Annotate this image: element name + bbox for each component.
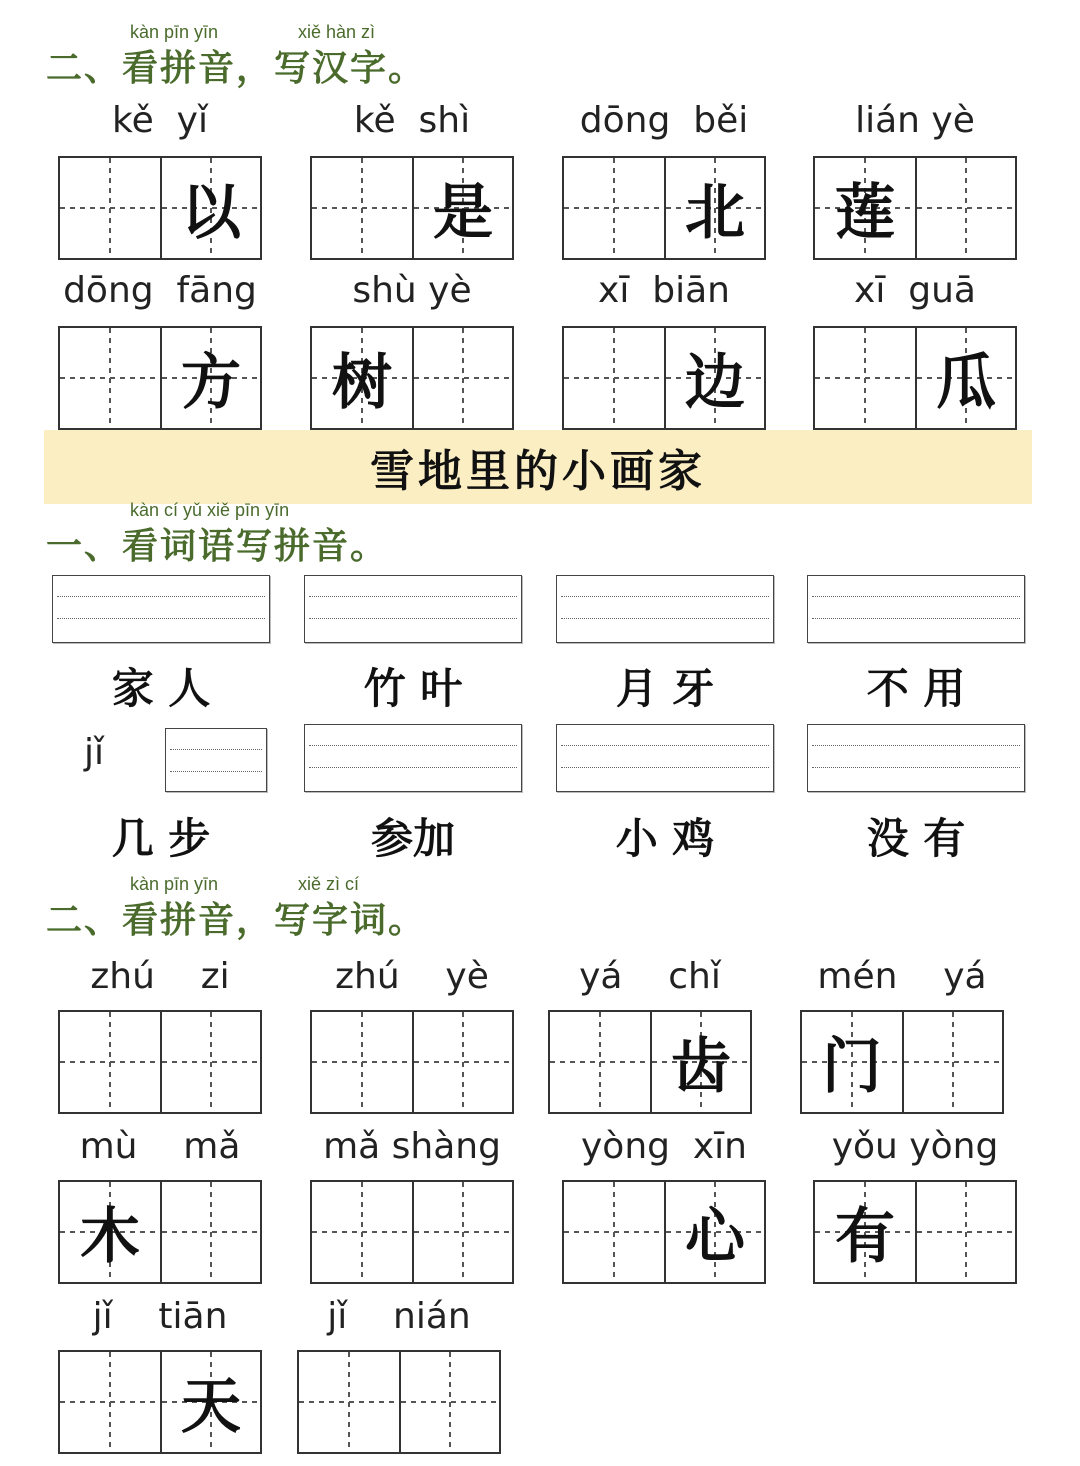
given-character: 方 xyxy=(181,348,241,418)
given-character xyxy=(414,1012,512,1112)
pinyin-label: mǎ shàng xyxy=(323,1126,501,1167)
given-character xyxy=(917,158,1015,258)
given-character xyxy=(60,328,160,428)
word-label: 不 用 xyxy=(866,664,966,713)
char-cell[interactable] xyxy=(650,1012,750,1112)
given-character xyxy=(917,1182,1015,1282)
tianzige-box[interactable] xyxy=(813,1180,1017,1284)
char-cell[interactable] xyxy=(564,158,664,258)
lesson-title: 雪地里的小画家 xyxy=(370,446,706,497)
heading-ruby-xie-zi-ci: xiě zì cí xyxy=(298,874,360,894)
tianzige-box[interactable] xyxy=(58,326,262,430)
given-character xyxy=(564,328,664,428)
char-cell[interactable] xyxy=(312,1182,412,1282)
given-character: 是 xyxy=(433,178,493,248)
given-character xyxy=(564,158,664,258)
char-cell[interactable] xyxy=(664,158,764,258)
pinyin-writing-lines[interactable] xyxy=(304,724,522,792)
given-character: 有 xyxy=(835,1202,895,1272)
pinyin-writing-lines[interactable] xyxy=(304,575,522,643)
word-label: 月 牙 xyxy=(615,664,715,713)
char-cell[interactable] xyxy=(902,1012,1002,1112)
pinyin-label: yòng xīn xyxy=(580,1126,747,1167)
tianzige-box[interactable] xyxy=(58,1180,262,1284)
pinyin-writing-lines[interactable] xyxy=(556,575,774,643)
char-cell[interactable] xyxy=(160,158,260,258)
pinyin-label: xī guā xyxy=(854,270,976,311)
char-cell[interactable] xyxy=(412,1182,512,1282)
char-cell[interactable] xyxy=(564,1182,664,1282)
pinyin-label: yǒu yòng xyxy=(831,1126,999,1167)
pinyin-label: jǐ tiān xyxy=(92,1296,228,1337)
given-character xyxy=(162,1182,260,1282)
given-character: 心 xyxy=(685,1202,745,1272)
char-cell[interactable] xyxy=(664,328,764,428)
tianzige-box[interactable] xyxy=(562,1180,766,1284)
given-character xyxy=(312,158,412,258)
pinyin-label: yá chǐ xyxy=(579,956,721,997)
char-cell[interactable] xyxy=(550,1012,650,1112)
char-cell[interactable] xyxy=(412,328,512,428)
word-label: 小 鸡 xyxy=(615,814,715,863)
char-cell[interactable] xyxy=(60,328,160,428)
pinyin-label: mù mǎ xyxy=(79,1126,241,1167)
tianzige-box[interactable] xyxy=(310,1180,514,1284)
pinyin-writing-lines[interactable] xyxy=(807,575,1025,643)
given-character: 瓜 xyxy=(936,348,996,418)
section3-heading: 二、看拼音，写字词。 xyxy=(46,899,427,941)
given-character xyxy=(60,158,160,258)
given-character: 木 xyxy=(80,1202,140,1272)
char-cell[interactable] xyxy=(299,1352,399,1452)
char-cell[interactable] xyxy=(815,1182,915,1282)
char-cell[interactable] xyxy=(915,328,1015,428)
char-cell[interactable] xyxy=(60,1352,160,1452)
pinyin-writing-lines[interactable] xyxy=(807,724,1025,792)
given-character xyxy=(414,328,512,428)
word-label: 没 有 xyxy=(866,814,966,863)
pinyin-writing-lines[interactable] xyxy=(165,728,267,792)
pinyin-label: zhú zi xyxy=(90,956,230,997)
given-character xyxy=(414,1182,512,1282)
given-character: 以 xyxy=(181,178,241,248)
tianzige-box[interactable] xyxy=(58,1350,262,1454)
tianzige-box[interactable] xyxy=(800,1010,1004,1114)
char-cell[interactable] xyxy=(160,1352,260,1452)
pinyin-label: xī biān xyxy=(598,270,730,311)
char-cell[interactable] xyxy=(312,1012,412,1112)
tianzige-box[interactable] xyxy=(310,156,514,260)
char-cell[interactable] xyxy=(815,158,915,258)
char-cell[interactable] xyxy=(60,1182,160,1282)
char-cell[interactable] xyxy=(160,1182,260,1282)
given-character: 天 xyxy=(181,1372,241,1442)
given-character: 莲 xyxy=(835,178,895,248)
word-label: 家 人 xyxy=(111,664,211,713)
given-character xyxy=(60,1012,160,1112)
word-label: 几 步 xyxy=(111,814,211,863)
given-character xyxy=(312,1182,412,1282)
char-cell[interactable] xyxy=(664,1182,764,1282)
char-cell[interactable] xyxy=(160,328,260,428)
tianzige-box[interactable] xyxy=(310,1010,514,1114)
pinyin-writing-lines[interactable] xyxy=(52,575,270,643)
given-character xyxy=(550,1012,650,1112)
tianzige-box[interactable] xyxy=(58,156,262,260)
given-character xyxy=(60,1352,160,1452)
pinyin-label: shù yè xyxy=(352,270,472,311)
pinyin-label: jǐ nián xyxy=(327,1296,471,1337)
given-character: 边 xyxy=(685,348,745,418)
tianzige-box[interactable] xyxy=(310,326,514,430)
given-character xyxy=(162,1012,260,1112)
given-character xyxy=(815,328,915,428)
given-character xyxy=(312,1012,412,1112)
tianzige-box[interactable] xyxy=(562,326,766,430)
pinyin-label: zhú yè xyxy=(335,956,489,997)
tianzige-box[interactable] xyxy=(813,326,1017,430)
given-character: 北 xyxy=(685,178,745,248)
pinyin-label: dōng fāng xyxy=(63,270,257,311)
given-character xyxy=(904,1012,1002,1112)
section2-heading: 一、看词语写拼音。 xyxy=(46,525,389,567)
tianzige-box[interactable] xyxy=(562,156,766,260)
tianzige-box[interactable] xyxy=(548,1010,752,1114)
pinyin-label: kě yǐ xyxy=(112,100,208,141)
word-label: 参加 xyxy=(370,814,455,863)
char-cell[interactable] xyxy=(60,158,160,258)
pinyin-label: lián yè xyxy=(855,100,975,141)
section1-heading: 二、看拼音，写汉字。 xyxy=(46,47,427,89)
heading-ruby-xie-han-zi: xiě hàn zì xyxy=(298,22,376,42)
char-cell[interactable] xyxy=(160,1012,260,1112)
char-cell[interactable] xyxy=(312,158,412,258)
char-cell[interactable] xyxy=(815,328,915,428)
heading-ruby-kan-pin-yin: kàn pīn yīn xyxy=(130,874,219,894)
tianzige-box[interactable] xyxy=(297,1350,501,1454)
pinyin-label: mén yá xyxy=(817,956,987,997)
word-label: 竹 叶 xyxy=(363,664,463,713)
char-cell[interactable] xyxy=(802,1012,902,1112)
pinyin-writing-lines[interactable] xyxy=(556,724,774,792)
char-cell[interactable] xyxy=(412,1012,512,1112)
char-cell[interactable] xyxy=(60,1012,160,1112)
given-character: 树 xyxy=(332,348,392,418)
pinyin-label: dōng běi xyxy=(579,100,749,141)
tianzige-box[interactable] xyxy=(813,156,1017,260)
given-character xyxy=(299,1352,399,1452)
char-cell[interactable] xyxy=(412,158,512,258)
char-cell[interactable] xyxy=(915,1182,1015,1282)
given-character xyxy=(564,1182,664,1282)
lesson-title-banner xyxy=(44,430,1032,504)
char-cell[interactable] xyxy=(564,328,664,428)
given-character: 门 xyxy=(822,1032,882,1102)
given-character: 齿 xyxy=(671,1032,731,1102)
char-cell[interactable] xyxy=(312,328,412,428)
tianzige-box[interactable] xyxy=(58,1010,262,1114)
given-character xyxy=(401,1352,499,1452)
pinyin-label: kě shì xyxy=(353,100,471,141)
hint-pinyin: jǐ xyxy=(84,732,105,773)
char-cell[interactable] xyxy=(915,158,1015,258)
heading-ruby-kan-pin-yin: kàn pīn yīn xyxy=(130,22,219,42)
char-cell[interactable] xyxy=(399,1352,499,1452)
heading-ruby: kàn cí yǔ xiě pīn yīn xyxy=(130,500,290,520)
